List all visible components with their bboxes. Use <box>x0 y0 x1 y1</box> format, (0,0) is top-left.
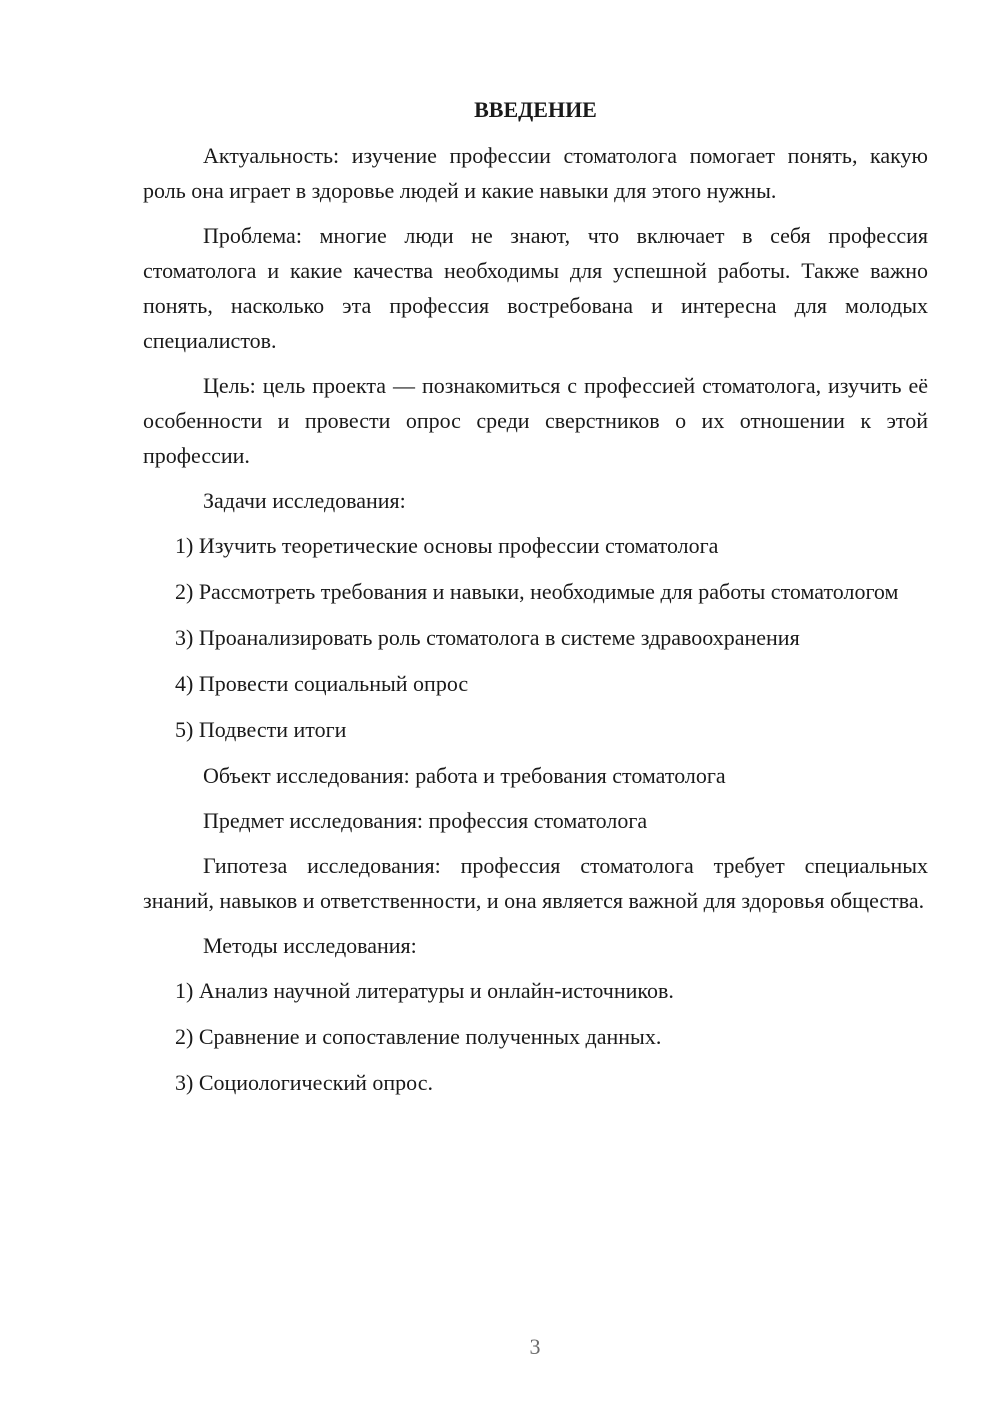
method-item: 2) Сравнение и сопоставление полученных данных. <box>175 1024 662 1049</box>
method-item: 3) Социологический опрос. <box>175 1070 433 1095</box>
hypothesis-paragraph: Гипотеза исследования: профессия стоматолога требует специальных знаний, навыков и ответственности, и она является важной для здоровья общества. <box>143 853 928 913</box>
task-item: 5) Подвести итоги <box>175 717 347 742</box>
research-object: Объект исследования: работа и требования стоматолога <box>203 763 726 788</box>
method-item: 1) Анализ научной литературы и онлайн-источников. <box>175 978 674 1003</box>
methods-heading: Методы исследования: <box>203 933 417 958</box>
task-item: 4) Провести социальный опрос <box>175 671 469 696</box>
page-number: 3 <box>529 1334 541 1359</box>
task-item: 2) Рассмотреть требования и навыки, необходимые для работы стоматологом <box>175 579 899 604</box>
research-subject: Предмет исследования: профессия стоматолога <box>203 808 648 833</box>
task-item: 1) Изучить теоретические основы профессии стоматолога <box>175 533 719 558</box>
relevance-paragraph: Актуальность: изучение профессии стоматолога помогает понять, какую роль она играет в здоровье людей и какие навыки для этого нужны. <box>143 143 928 203</box>
goal-paragraph: Цель: цель проекта — познакомиться с профессией стоматолога, изучить её особенности и провести опрос среди сверстников о их отношении к этой профессии. <box>143 373 928 468</box>
page-title: ВВЕДЕНИЕ <box>474 97 597 122</box>
task-item: 3) Проанализировать роль стоматолога в системе здравоохранения <box>175 625 800 650</box>
document-page <box>143 95 928 1111</box>
tasks-heading: Задачи исследования: <box>203 488 406 513</box>
problem-paragraph: Проблема: многие люди не знают, что включает в себя профессия стоматолога и какие качества необходимы для успешной работы. Также важно понять, насколько эта профессия востребована и интересна для молодых специалистов. <box>143 223 928 353</box>
